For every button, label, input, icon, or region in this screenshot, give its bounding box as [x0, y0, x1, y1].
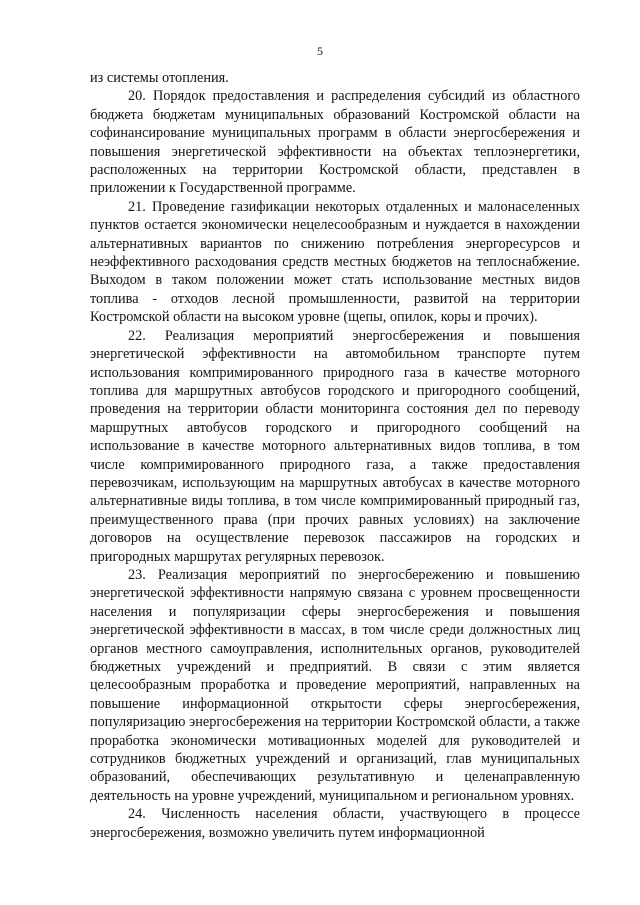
paragraph-21: 21. Проведение газификации некоторых отдаленных и малонаселенных пунктов остается экономически нецелесообразным и нуждается в нахождении альтернативных вариантов по снижению потребления энергоресурсов и неэффективного расходования средств местных бюджетов на теплоснабжение. Выходом в таком положении может стать использование местных видов топлива - отходов лесной промышленности, развитой на территории Костромской области на высоком уровне (щепы, опилок, коры и прочих).: [90, 198, 580, 326]
paragraph-22: 22. Реализация мероприятий энергосбережения и повышения энергетической эффективности на автомобильном транспорте путем использования компримированного природного газа в качестве моторного топлива для маршрутных автобусов городского и пригородного сообщений, проведения на территории области мониторинга состояния дел по переводу маршрутных автобусов городского и пригородного сообщений на использование в качестве моторного альтернативных видов топлива, в том числе компримированного природного газа, а также предоставления перевозчикам, использующим на маршрутных автобусах в качестве моторного альтернативные виды топлива, в том числе компримированный природный газ, преимущественного права (при прочих равных условиях) на заключение договоров на осуществление перевозок пассажиров на городских и пригородных маршрутах регулярных перевозок.: [90, 327, 580, 565]
page-number: 5: [317, 44, 323, 58]
paragraph-24: 24. Численность населения области, участвующего в процессе энергосбережения, возможно увеличить путем информационной: [90, 806, 580, 841]
paragraph-20: 20. Порядок предоставления и распределения субсидий из областного бюджета бюджетам муниципальных образований Костромской области на софинансирование муниципальных программ в области энергосбережения и повышения энергетической эффективности на объектах теплоэнергетики, расположенных на территории Костромской области, представлен в приложении к Государственной программе.: [90, 88, 580, 197]
paragraph-continuation: из системы отопления.: [90, 70, 229, 86]
document-body: [90, 69, 580, 842]
paragraph-23: 23. Реализация мероприятий по энергосбережению и повышению энергетической эффективности напрямую связана с уровнем просвещенности населения и популяризации сферы энергосбережения и повышения энергетической эффективности в массах, в том числе среди должностных лиц органов местного самоуправления, исполнительных органов, руководителей бюджетных учреждений и предприятий. В связи с этим является целесообразным проработка и проведение мероприятий, направленных на повышение информационной открытости сферы энергосбережения, популяризацию энергосбережения на территории Костромской области, а также проработка экономически мотивационных моделей для руководителей и сотрудников бюджетных учреждений и организаций, глав муниципальных образований, обеспечивающих результативную и целенаправленную деятельность на уровне учреждений, муниципальном и региональном уровнях.: [90, 566, 580, 804]
